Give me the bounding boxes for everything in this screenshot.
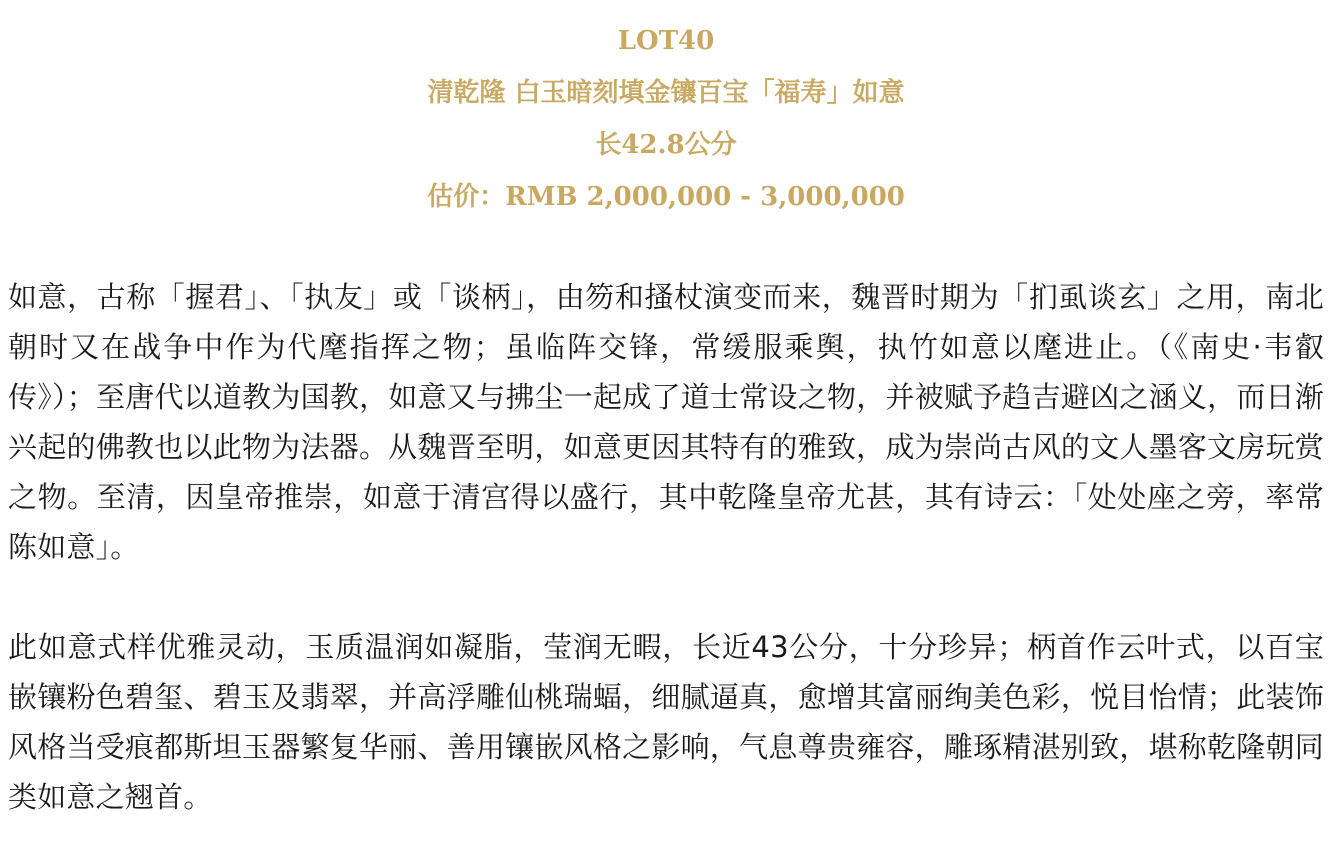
- lot-number: LOT40: [617, 26, 715, 56]
- description-paragraph-2: 此如意式样优雅灵动，玉质温润如凝脂，莹润无暇，长近43公分，十分珍异；柄首作云叶式，以百宝嵌镶粉色碧玺、碧玉及翡翠，并高浮雕仙桃瑞蝠，细腻逼真，愈增其富丽绚美色彩，悦目怡情；此装饰风格当受痕都斯坦玉器繁复华丽、善用镶嵌风格之影响，气息尊贵雍容，雕琢精湛别致，堪称乾隆朝同类如意之翘首。: [8, 630, 1324, 814]
- description-paragraph-1: 如意，古称「握君」、「执友」或「谈柄」，由笏和搔杖演变而来，魏晋时期为「扪虱谈玄」之用，南北朝时又在战争中作为代麾指挥之物；虽临阵交锋，常缓服乘舆，执竹如意以麾进止。（《南史·韦叡传》）；至唐代以道教为国教，如意又与拂尘一起成了道士常设之物，并被赋予趋吉避凶之涵义，而日渐兴起的佛教也以此物为法器。从魏晋至明，如意更因其特有的雅致，成为崇尚古风的文人墨客文房玩赏之物。至清，因皇帝推崇，如意于清宫得以盛行，其中乾隆皇帝尤甚，其有诗云：「处处座之旁，率常陈如意」。: [8, 280, 1324, 564]
- lot-estimate: 估价：RMB 2,000,000 - 3,000,000: [427, 182, 905, 212]
- lot-header: [8, 0, 1324, 223]
- lot-title: 清乾隆 白玉暗刻填金镶百宝「福寿」如意: [427, 78, 905, 108]
- lot-dimension: 长42.8公分: [595, 130, 737, 160]
